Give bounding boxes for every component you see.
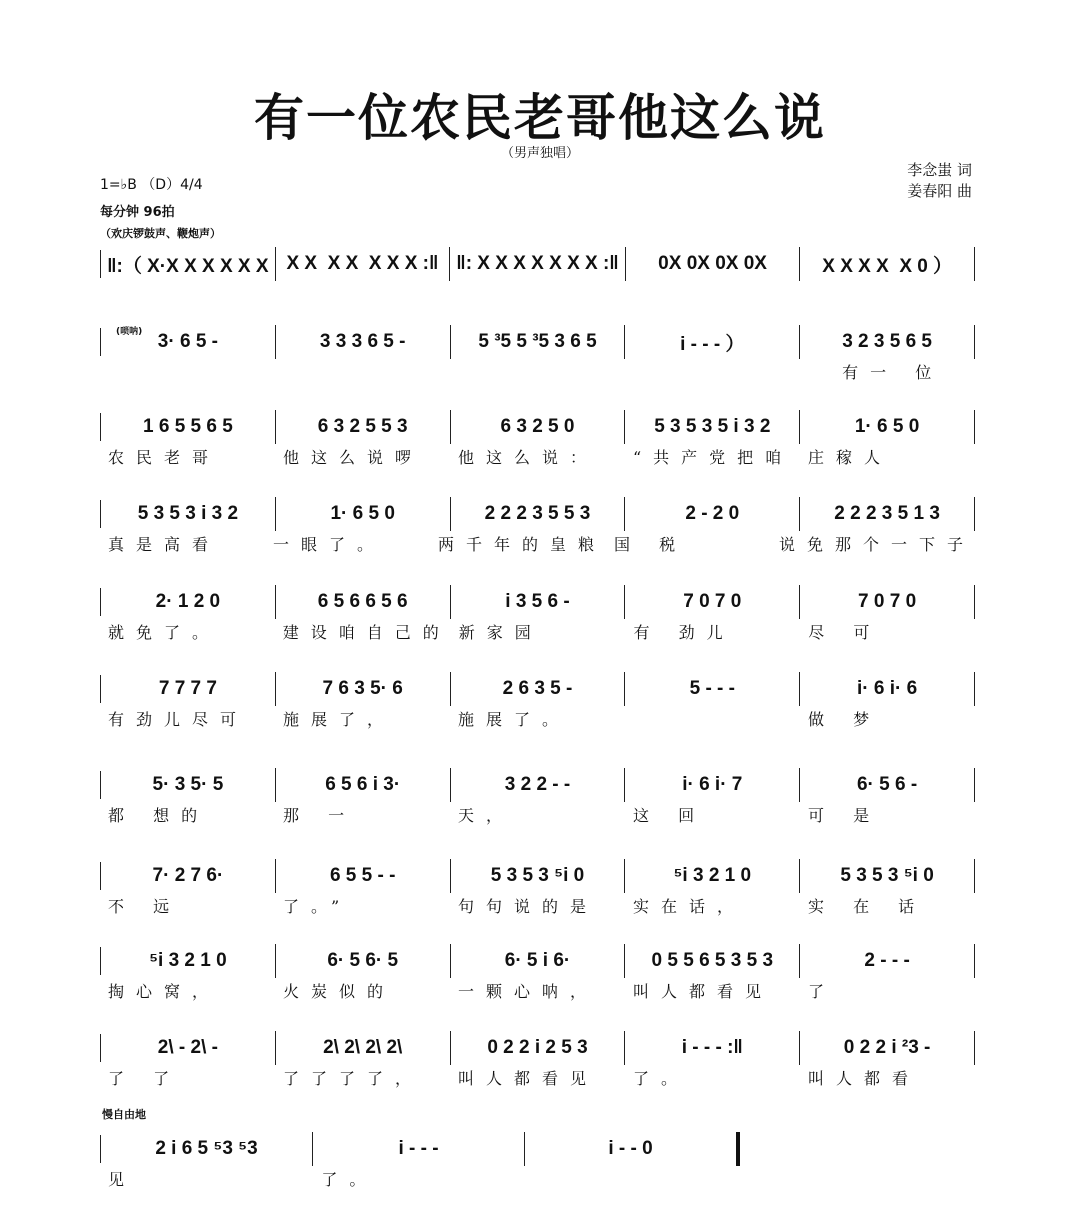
measure-lyrics: 真是高看 bbox=[108, 535, 221, 554]
measure-notes: 2\ 2\ 2\ 2\ bbox=[276, 1031, 451, 1065]
measure-notes: 2\ - 2\ - bbox=[101, 1031, 276, 1065]
score-system bbox=[100, 413, 975, 468]
measure-notes: X X X X X 0 ） bbox=[800, 247, 975, 281]
measure-lyrics bbox=[450, 360, 625, 383]
measure-notes: 0X 0X 0X 0X bbox=[626, 247, 801, 281]
measure-lyrics bbox=[275, 360, 450, 383]
measure-notes: 5 3 5 3 ⁵i 0 bbox=[800, 859, 975, 893]
measure-lyrics: 了。 bbox=[633, 1069, 690, 1088]
measure-lyrics: 不 远 bbox=[108, 897, 182, 916]
measure-lyrics: 说免那个一下子 bbox=[778, 535, 975, 554]
measure-lyrics: 施展了， bbox=[283, 710, 396, 729]
measure-notes: 1· 6 5 0 bbox=[276, 497, 451, 531]
measure-notes: 1 6 5 5 6 5 bbox=[101, 410, 276, 444]
key-signature: 1=♭B （D）4/4 bbox=[100, 177, 203, 193]
credits bbox=[907, 160, 972, 202]
measure-lyrics: 建设咱自己的 bbox=[282, 623, 451, 642]
measure-notes: 5 - - - bbox=[625, 672, 800, 706]
measure-notes: 2 2 2 3 5 5 3 bbox=[451, 497, 626, 531]
measure-lyrics: 农民老哥 bbox=[108, 448, 221, 467]
measure-lyrics: 他这么说啰 bbox=[283, 448, 424, 467]
score-system bbox=[100, 947, 975, 1002]
measure-notes: 6· 5 6 - bbox=[800, 768, 975, 802]
tempo-marking: 每分钟 96拍 bbox=[100, 205, 175, 220]
measure-lyrics: 叫人都看 bbox=[808, 1069, 921, 1088]
lyrics-row bbox=[100, 979, 975, 1002]
measure-notes: 7· 2 7 6· bbox=[101, 859, 276, 893]
measure-notes: 5 3 5 3 i 3 2 bbox=[101, 497, 276, 531]
measure-lyrics: 庄稼人 bbox=[808, 448, 893, 467]
score-system bbox=[100, 588, 975, 643]
measure-notes: 7 0 7 0 bbox=[800, 585, 975, 619]
lyrics-row bbox=[100, 803, 975, 826]
measure-lyrics: 可 是 bbox=[808, 806, 882, 825]
score-system bbox=[100, 771, 975, 826]
song-title: 有一位农民老哥他这么说 bbox=[254, 89, 826, 147]
measure-notes: 3 3 3 6 5 - bbox=[276, 325, 451, 359]
measure-lyrics: 了 了 bbox=[108, 1069, 182, 1088]
measure-notes: 6 3 2 5 0 bbox=[451, 410, 626, 444]
notes-row bbox=[100, 862, 975, 890]
measure-lyrics: 他这么说： bbox=[458, 448, 599, 467]
measure-lyrics: 两千年的皇粮 bbox=[437, 535, 606, 554]
measure-notes: ‖: X X X X X X X :‖ bbox=[450, 247, 626, 281]
notes-row bbox=[100, 771, 975, 799]
measure-notes: 6· 5 6· 5 bbox=[276, 944, 451, 978]
measure-notes: i· 6 i· 6 bbox=[800, 672, 975, 706]
measure-lyrics: 一眼了。 bbox=[272, 535, 385, 554]
measure-notes: i· 6 i· 7 bbox=[625, 768, 800, 802]
lyrics-row bbox=[100, 894, 975, 917]
measure-notes: 7 6 3 5· 6 bbox=[276, 672, 451, 706]
measure-notes: 5· 3 5· 5 bbox=[101, 768, 276, 802]
measure-notes: 1· 6 5 0 bbox=[800, 410, 975, 444]
measure-lyrics: 施展了。 bbox=[458, 710, 571, 729]
measure-lyrics: 有一 位 bbox=[808, 363, 944, 382]
measure-lyrics: 了。 bbox=[321, 1170, 378, 1189]
score-system bbox=[100, 250, 975, 282]
suona-note: (唢呐) bbox=[116, 327, 143, 337]
lyrics-row bbox=[100, 1066, 975, 1089]
measure-lyrics: 有 劲儿 bbox=[633, 623, 735, 642]
measure-notes: 2· 1 2 0 bbox=[101, 585, 276, 619]
score-system bbox=[100, 1135, 740, 1190]
notes-row bbox=[100, 947, 975, 975]
measure-lyrics: 掏心窝， bbox=[108, 982, 221, 1001]
measure-lyrics: 都 想的 bbox=[108, 806, 210, 825]
measure-lyrics: 叫人都看见 bbox=[458, 1069, 599, 1088]
measure-lyrics bbox=[625, 707, 800, 730]
free-tempo-marking: 慢自由地 bbox=[102, 1108, 146, 1121]
notes-row bbox=[100, 328, 975, 356]
measure-lyrics: 天， bbox=[458, 806, 515, 825]
measure-notes: X X X X X X X :‖ bbox=[276, 247, 451, 281]
measure-lyrics: 实在话， bbox=[633, 897, 746, 916]
measure-notes: 0 2 2 i ²3 - bbox=[800, 1031, 975, 1065]
measure-lyrics: 了 bbox=[808, 982, 837, 1001]
measure-lyrics: 做 梦 bbox=[808, 710, 882, 729]
lyrics-row bbox=[100, 620, 975, 643]
measure-notes: i 3 5 6 - bbox=[451, 585, 626, 619]
score-system bbox=[100, 500, 975, 555]
measure-notes: 5 3 5 3 ⁵i 0 bbox=[451, 859, 626, 893]
measure-lyrics: 了了了了， bbox=[283, 1069, 424, 1088]
measure-notes: 3 2 3 5 6 5 bbox=[800, 325, 975, 359]
score-system bbox=[100, 862, 975, 917]
measure-notes: 7 0 7 0 bbox=[625, 585, 800, 619]
notes-row bbox=[100, 250, 975, 278]
score-system bbox=[100, 675, 975, 730]
measure-notes: 2 - 2 0 bbox=[625, 497, 800, 531]
measure-notes: 6 5 6 i 3· bbox=[276, 768, 451, 802]
measure-lyrics: 火炭似的 bbox=[283, 982, 396, 1001]
measure-notes: ⁵i 3 2 1 0 bbox=[625, 859, 800, 893]
measure-lyrics bbox=[527, 1167, 740, 1190]
measure-lyrics bbox=[100, 360, 275, 383]
measure-notes: i - - - bbox=[313, 1132, 525, 1166]
measure-lyrics: 了。” bbox=[283, 897, 352, 916]
measure-notes: 6 3 2 5 5 3 bbox=[276, 410, 451, 444]
lyrics-row bbox=[100, 360, 975, 383]
subtitle: （男声独唱） bbox=[500, 146, 579, 161]
measure-notes: 3 2 2 - - bbox=[451, 768, 626, 802]
measure-notes: 2 6 3 5 - bbox=[451, 672, 626, 706]
score-system bbox=[100, 1034, 975, 1089]
measure-notes: 7 7 7 7 bbox=[101, 672, 276, 706]
measure-notes: 2 2 2 3 5 1 3 bbox=[800, 497, 975, 531]
measure-notes: 6 5 5 - - bbox=[276, 859, 451, 893]
measure-notes: 0 5 5 6 5 3 5 3 bbox=[625, 944, 800, 978]
measure-notes: i - - 0 bbox=[525, 1132, 740, 1166]
measure-lyrics: 一颗心呐， bbox=[458, 982, 599, 1001]
lyrics-row bbox=[100, 1167, 740, 1190]
composer: 姜春阳 曲 bbox=[907, 182, 972, 200]
measure-lyrics: 叫人都看见 bbox=[633, 982, 774, 1001]
measure-notes: i - - - :‖ bbox=[625, 1031, 800, 1065]
measure-lyrics: 这 回 bbox=[633, 806, 707, 825]
measure-notes: ⁵i 3 2 1 0 bbox=[101, 944, 276, 978]
measure-notes: 3· 6 5 - bbox=[101, 325, 276, 359]
measure-lyrics: 那 一 bbox=[283, 806, 357, 825]
measure-lyrics bbox=[625, 360, 800, 383]
measure-lyrics: 尽 可 bbox=[808, 623, 882, 642]
score-system bbox=[100, 328, 975, 383]
notes-row bbox=[100, 1034, 975, 1062]
notes-row bbox=[100, 588, 975, 616]
measure-lyrics: 就免了。 bbox=[108, 623, 221, 642]
measure-notes: ‖:（ X·X X X X X X bbox=[101, 247, 276, 281]
measure-notes: 5 3 5 3 5 i 3 2 bbox=[625, 410, 800, 444]
measure-notes: 2 i 6 5 ⁵3 ⁵3 bbox=[101, 1132, 313, 1166]
measure-lyrics: 见 bbox=[108, 1170, 137, 1189]
measure-lyrics: 新家园 bbox=[458, 623, 543, 642]
notes-row bbox=[100, 675, 975, 703]
measure-lyrics: “共产党把咱 bbox=[633, 448, 794, 467]
measure-notes: 5 ³5 5 ³5 3 6 5 bbox=[451, 325, 626, 359]
measure-notes: 0 2 2 i 2 5 3 bbox=[451, 1031, 626, 1065]
measure-lyrics: 实 在 话 bbox=[808, 897, 927, 916]
measure-notes: 2 - - - bbox=[800, 944, 975, 978]
notes-row bbox=[100, 500, 975, 528]
percussion-note: （欢庆锣鼓声、鞭炮声） bbox=[100, 227, 221, 240]
lyrics-row bbox=[100, 532, 975, 555]
measure-notes: i - - - ） bbox=[625, 325, 800, 359]
notes-row bbox=[100, 413, 975, 441]
measure-lyrics: 句句说的是 bbox=[458, 897, 599, 916]
measure-notes: 6 5 6 6 5 6 bbox=[276, 585, 451, 619]
lyrics-row bbox=[100, 445, 975, 468]
measure-notes: 6· 5 i 6· bbox=[451, 944, 626, 978]
measure-lyrics: 有劲儿尽可 bbox=[108, 710, 249, 729]
lyrics-row bbox=[100, 707, 975, 730]
lyricist: 李念蚩 词 bbox=[907, 161, 972, 179]
notes-row bbox=[100, 1135, 740, 1163]
measure-lyrics: 国 税 bbox=[613, 535, 688, 554]
